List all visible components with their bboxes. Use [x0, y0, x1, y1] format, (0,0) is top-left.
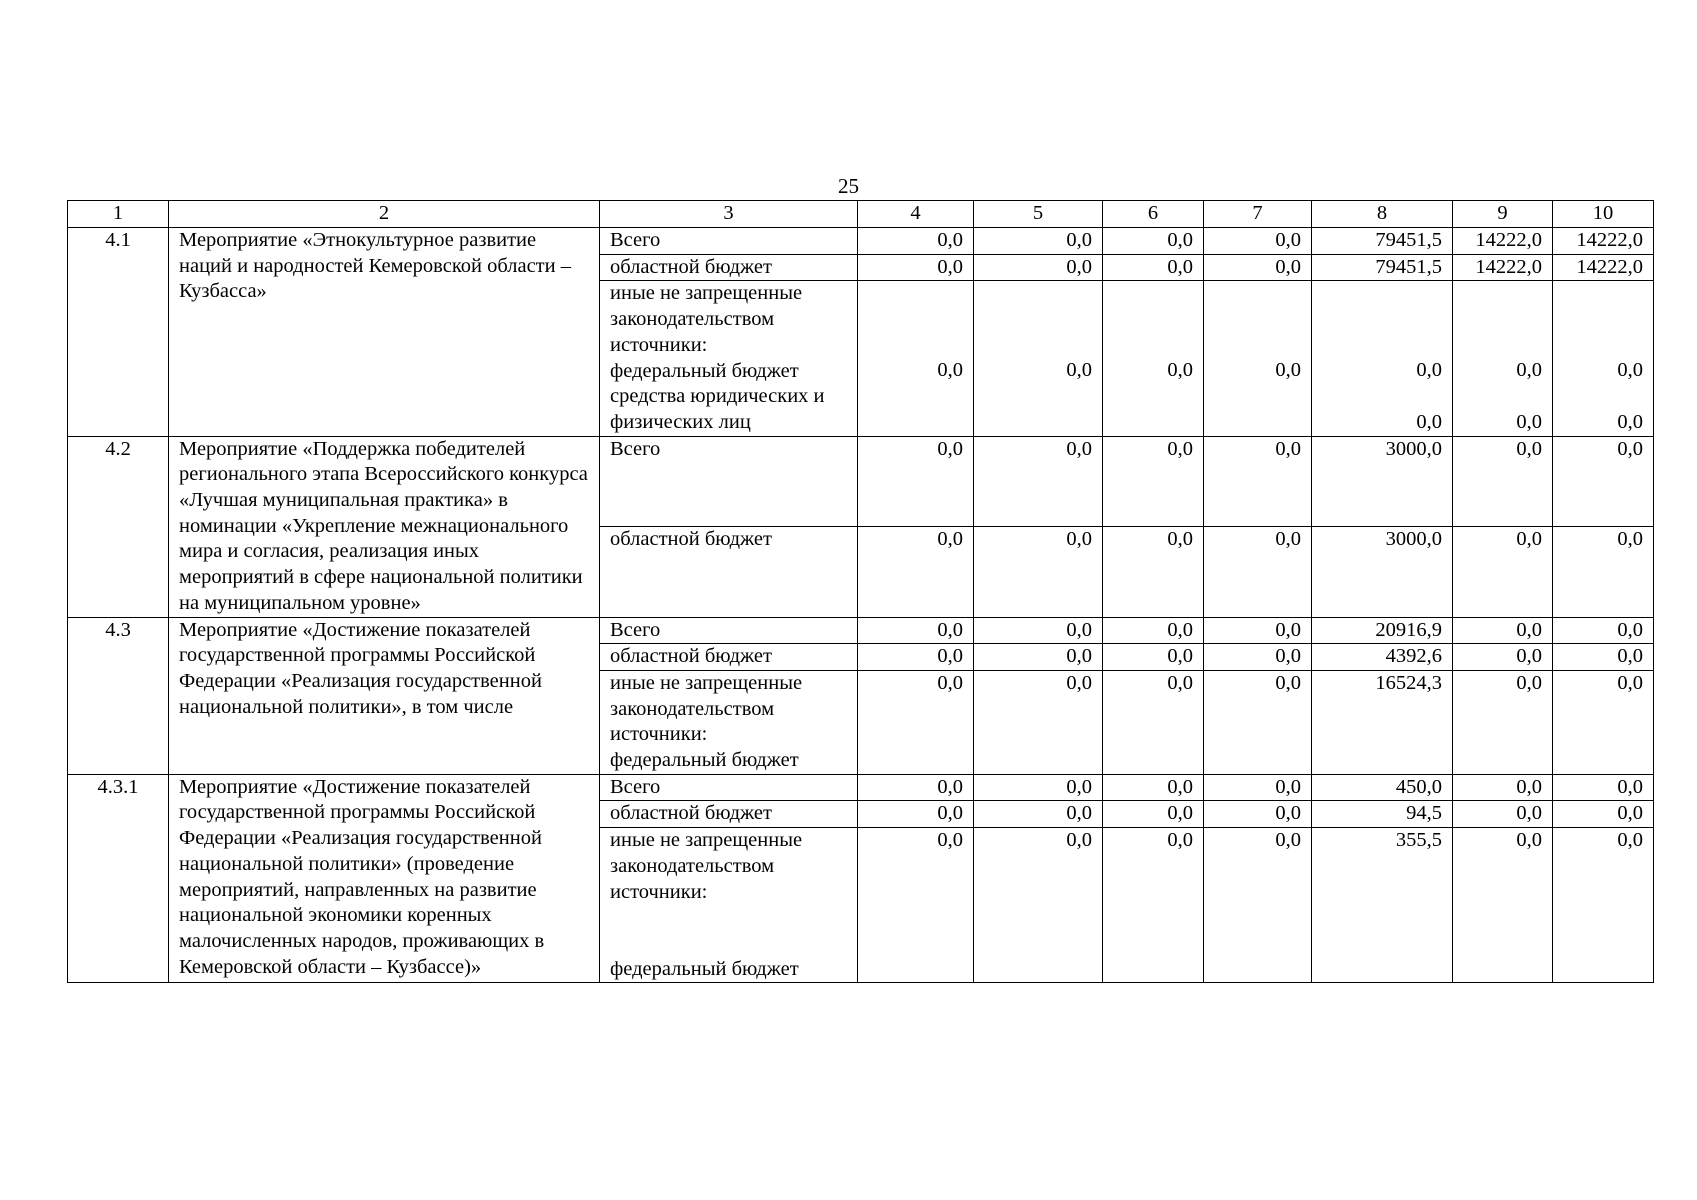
value-cell	[1103, 281, 1204, 436]
value-cell: 0,0	[1103, 436, 1204, 526]
source-label-line: законодательством	[610, 854, 775, 877]
value-cell: 0,0	[1553, 527, 1654, 617]
value-cell: 0,0	[858, 254, 974, 281]
value-cell: 0,0	[1453, 527, 1553, 617]
budget-table	[67, 200, 1654, 983]
value-cell	[858, 281, 974, 436]
value-cell: 0,0	[1103, 828, 1204, 983]
source-label: областной бюджет	[600, 527, 858, 617]
source-label-line: источники:	[610, 333, 708, 356]
value-cell: 0,0	[858, 228, 974, 255]
value-cell: 0,0	[1103, 527, 1204, 617]
value-cell: 79451,5	[1312, 254, 1453, 281]
source-label-block	[600, 670, 858, 774]
value-federal: 0,0	[1516, 359, 1542, 382]
source-label-line: федеральный бюджет	[610, 359, 799, 382]
value-cell: 0,0	[1453, 644, 1553, 671]
source-label-line: физических лиц	[610, 410, 751, 433]
value-cell: 0,0	[1553, 801, 1654, 828]
value-legal: 0,0	[1416, 410, 1442, 433]
table-row	[68, 436, 1654, 526]
value-cell: 0,0	[858, 828, 974, 983]
value-cell: 0,0	[1204, 617, 1312, 644]
value-cell: 0,0	[1553, 774, 1654, 801]
value-cell: 16524,3	[1312, 670, 1453, 774]
row-number: 4.3	[68, 617, 169, 774]
value-legal: 0,0	[1617, 410, 1643, 433]
value-cell: 0,0	[1103, 774, 1204, 801]
value-cell: 0,0	[1553, 644, 1654, 671]
value-federal: 0,0	[1416, 359, 1442, 382]
value-cell: 94,5	[1312, 801, 1453, 828]
column-header: 6	[1103, 201, 1204, 228]
value-cell: 0,0	[974, 228, 1103, 255]
source-label: Всего	[600, 617, 858, 644]
value-cell: 14222,0	[1553, 254, 1654, 281]
table-row	[68, 774, 1654, 801]
value-cell: 0,0	[974, 436, 1103, 526]
value-cell: 450,0	[1312, 774, 1453, 801]
value-cell: 0,0	[1204, 828, 1312, 983]
source-label-line: законодательством	[610, 308, 775, 331]
source-label-line: законодательством	[610, 697, 775, 720]
column-header: 9	[1453, 201, 1553, 228]
value-cell: 0,0	[974, 254, 1103, 281]
value-federal: 0,0	[1617, 359, 1643, 382]
value-cell	[1553, 281, 1654, 436]
value-cell	[974, 281, 1103, 436]
column-header: 5	[974, 201, 1103, 228]
value-cell: 355,5	[1312, 828, 1453, 983]
value-cell: 0,0	[974, 828, 1103, 983]
value-cell: 14222,0	[1453, 228, 1553, 255]
value-cell: 14222,0	[1453, 254, 1553, 281]
value-federal: 0,0	[937, 359, 963, 382]
value-cell: 0,0	[1204, 644, 1312, 671]
value-legal: 0,0	[1516, 410, 1542, 433]
source-label: областной бюджет	[600, 644, 858, 671]
value-cell: 0,0	[1204, 670, 1312, 774]
value-cell: 0,0	[858, 617, 974, 644]
value-cell: 0,0	[1103, 228, 1204, 255]
source-label-line: иные не запрещенные	[610, 829, 803, 852]
value-cell: 0,0	[858, 801, 974, 828]
source-label: Всего	[600, 774, 858, 801]
source-label: Всего	[600, 436, 858, 526]
column-header: 1	[68, 201, 169, 228]
value-cell: 0,0	[1204, 436, 1312, 526]
value-cell: 0,0	[974, 801, 1103, 828]
page-number: 25	[838, 174, 859, 198]
value-cell: 14222,0	[1553, 228, 1654, 255]
value-cell: 0,0	[1204, 774, 1312, 801]
value-cell	[1204, 281, 1312, 436]
value-cell: 0,0	[1453, 670, 1553, 774]
source-label-line: федеральный бюджет	[610, 957, 799, 980]
value-federal: 0,0	[1275, 359, 1301, 382]
source-label-line: средства юридических и	[610, 385, 825, 408]
value-cell: 0,0	[974, 774, 1103, 801]
value-cell: 0,0	[1453, 617, 1553, 644]
source-label-line: источники:	[610, 723, 708, 746]
value-cell: 20916,9	[1312, 617, 1453, 644]
value-cell: 0,0	[1204, 228, 1312, 255]
value-cell: 0,0	[1553, 670, 1654, 774]
measure-name: Мероприятие «Поддержка победителей регионального этапа Всероссийского конкурса «Лучшая муниципальная практика» в номинации «Укрепление межнационального мира и согласия, реализация иных мероприятий в сфере национальной политики на муниципальном уровне»	[169, 436, 600, 617]
column-header: 7	[1204, 201, 1312, 228]
value-cell: 0,0	[858, 670, 974, 774]
column-header: 2	[169, 201, 600, 228]
column-header: 10	[1553, 201, 1654, 228]
source-label-line: федеральный бюджет	[610, 749, 799, 772]
value-cell	[1312, 281, 1453, 436]
value-cell: 0,0	[1103, 644, 1204, 671]
value-federal: 0,0	[1066, 359, 1092, 382]
measure-name: Мероприятие «Достижение показателей государственной программы Российской Федерации «Реализация государственной национальной политики», в том числе	[169, 617, 600, 774]
value-cell: 0,0	[1553, 436, 1654, 526]
row-number: 4.1	[68, 228, 169, 437]
value-cell: 0,0	[1204, 527, 1312, 617]
value-cell: 0,0	[1103, 801, 1204, 828]
column-header: 4	[858, 201, 974, 228]
value-cell: 3000,0	[1312, 527, 1453, 617]
value-cell: 0,0	[1103, 617, 1204, 644]
value-cell: 0,0	[1204, 254, 1312, 281]
source-label-line: иные не запрещенные	[610, 282, 803, 305]
source-label: Всего	[600, 228, 858, 255]
value-cell: 0,0	[1453, 828, 1553, 983]
source-label-line: иные не запрещенные	[610, 671, 803, 694]
column-number-row	[68, 201, 1654, 228]
column-header: 3	[600, 201, 858, 228]
value-cell: 0,0	[974, 670, 1103, 774]
value-cell: 0,0	[1553, 617, 1654, 644]
value-cell: 0,0	[974, 617, 1103, 644]
value-federal: 0,0	[1167, 359, 1193, 382]
value-cell: 0,0	[1453, 436, 1553, 526]
source-label-block	[600, 281, 858, 436]
value-cell: 79451,5	[1312, 228, 1453, 255]
value-cell: 0,0	[1553, 828, 1654, 983]
value-cell: 0,0	[858, 527, 974, 617]
value-cell: 0,0	[1103, 670, 1204, 774]
row-number: 4.2	[68, 436, 169, 617]
value-cell: 0,0	[858, 774, 974, 801]
measure-name: Мероприятие «Достижение показателей государственной программы Российской Федерации «Реализация государственной национальной политики» (проведение мероприятий, направленных на развитие национальной экономики коренных малочисленных народов, проживающих в Кемеровской области – Кузбассе)»	[169, 774, 600, 983]
value-cell: 4392,6	[1312, 644, 1453, 671]
column-header: 8	[1312, 201, 1453, 228]
measure-name: Мероприятие «Этнокультурное развитие наций и народностей Кемеровской области – Кузбасса»	[169, 228, 600, 437]
value-cell: 3000,0	[1312, 436, 1453, 526]
value-cell: 0,0	[1453, 801, 1553, 828]
value-cell: 0,0	[1453, 774, 1553, 801]
value-cell: 0,0	[974, 527, 1103, 617]
value-cell: 0,0	[1204, 801, 1312, 828]
value-cell: 0,0	[974, 644, 1103, 671]
table-row	[68, 228, 1654, 255]
source-label: областной бюджет	[600, 801, 858, 828]
row-number: 4.3.1	[68, 774, 169, 983]
source-label-line: источники:	[610, 880, 708, 903]
source-label: областной бюджет	[600, 254, 858, 281]
value-cell: 0,0	[1103, 254, 1204, 281]
value-cell	[1453, 281, 1553, 436]
value-cell: 0,0	[858, 436, 974, 526]
value-cell: 0,0	[858, 644, 974, 671]
source-label-block	[600, 828, 858, 983]
table-row	[68, 617, 1654, 644]
